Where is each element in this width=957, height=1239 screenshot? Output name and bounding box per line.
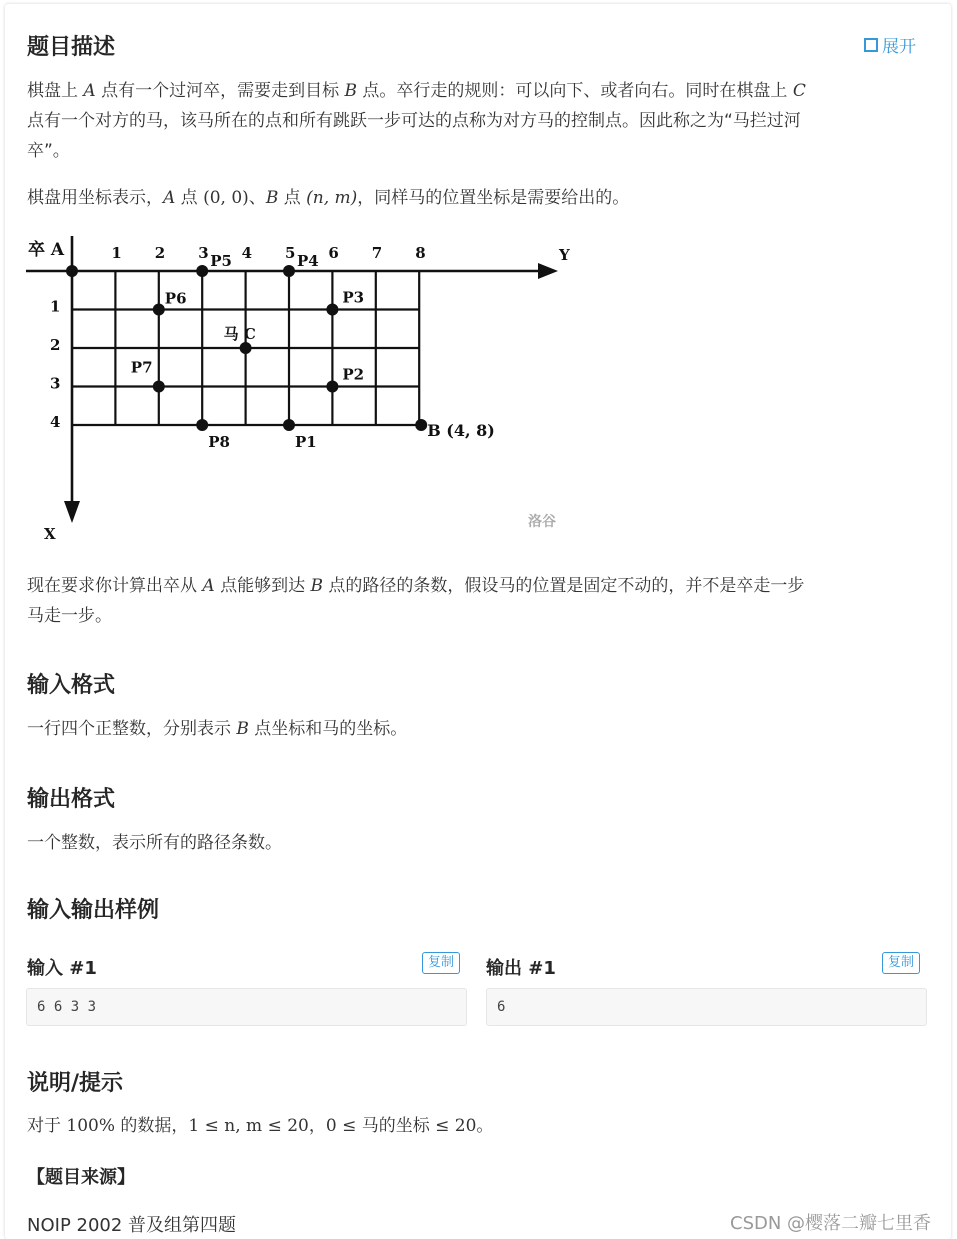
control-point-label: P5: [210, 252, 232, 270]
target-b-dot: [415, 419, 427, 431]
control-point-label: P4: [297, 252, 319, 270]
control-point-label: P8: [208, 433, 230, 451]
section-title-description: 题目描述: [27, 35, 116, 60]
expand-button[interactable]: [864, 32, 916, 57]
control-point-dot: [153, 381, 165, 393]
row-label: 4: [50, 413, 61, 431]
col-label: 5: [285, 244, 296, 262]
corner-label-a: 卒 A: [28, 240, 65, 260]
section-title-output-format: 输出格式: [27, 787, 116, 812]
col-label: 3: [198, 244, 209, 262]
row-label: 3: [50, 374, 61, 393]
control-point-label: P2: [342, 365, 365, 384]
y-axis-arrow: [538, 263, 558, 279]
sample-output-box[interactable]: 6: [486, 988, 927, 1026]
x-axis-label: X: [44, 525, 56, 543]
source-text: NOIP 2002 普及组第四题: [27, 1215, 237, 1236]
col-label: 4: [241, 244, 253, 262]
copy-input-button[interactable]: 复制: [422, 952, 460, 974]
control-point-label: P1: [295, 433, 317, 451]
sample-input-label: 输入 #1: [27, 958, 97, 979]
x-axis-arrow: [64, 501, 80, 523]
control-point-dot: [326, 381, 338, 393]
col-label: 8: [415, 244, 426, 262]
control-point-dot: [326, 304, 338, 316]
col-label: 2: [154, 244, 166, 262]
control-point-dot: [153, 304, 165, 316]
expand-icon: [864, 38, 878, 52]
expand-label: 展开: [882, 37, 916, 57]
description-paragraph-2: 棋盘用坐标表示，A 点 (0, 0)、B 点 (n, m)，同样马的位置坐标是需要给出的。: [27, 188, 630, 208]
control-point-label: P6: [164, 289, 187, 308]
control-point-label: P7: [130, 358, 153, 377]
control-point-label: P3: [342, 288, 365, 307]
description-paragraph-1: 棋盘上 A 点有一个过河卒，需要走到目标 B 点。卒行走的规则：可以向下、或者向右。同时在棋盘上 C 点有一个对方的马，该马所在的点和所有跳跃一步可达的点称为对方马的控制点。因此称之为“马拦过河 卒”。: [27, 81, 806, 161]
control-point-dot: [283, 265, 295, 277]
horse-label: 马 C: [223, 325, 256, 343]
copy-output-button[interactable]: 复制: [882, 952, 920, 974]
source-title: 【题目来源】: [27, 1167, 135, 1188]
sample-input-box[interactable]: 6 6 3 3: [26, 988, 467, 1026]
section-title-hint: 说明/提示: [27, 1071, 124, 1096]
col-label: 6: [328, 244, 339, 262]
control-point-dot: [196, 265, 208, 277]
row-label: 1: [50, 297, 61, 316]
output-format-text: 一个整数，表示所有的路径条数。: [27, 833, 282, 853]
control-point-dot: [283, 419, 295, 431]
luogu-watermark: 洛谷: [528, 514, 556, 530]
section-title-samples: 输入输出样例: [27, 898, 160, 923]
hint-text: 对于 100% 的数据，1 ≤ n, m ≤ 20，0 ≤ 马的坐标 ≤ 20。: [27, 1116, 494, 1136]
col-label: 1: [111, 244, 122, 262]
sample-output-label: 输出 #1: [486, 958, 556, 979]
control-point-dot: [196, 419, 208, 431]
csdn-watermark: CSDN @樱落二瓣七里香: [730, 1213, 932, 1234]
description-paragraph-3: 现在要求你计算出卒从 A 点能够到达 B 点的路径的条数，假设马的位置是固定不动的，并不是卒走一步 马走一步。: [27, 576, 805, 626]
horse-dot: [240, 342, 252, 354]
col-label: 7: [371, 244, 383, 262]
input-format-text: 一行四个正整数，分别表示 B 点坐标和马的坐标。: [27, 719, 408, 739]
target-b-label: B (4, 8): [427, 421, 495, 440]
section-title-input-format: 输入格式: [27, 673, 116, 698]
row-label: 2: [50, 336, 61, 354]
y-axis-label: Y: [559, 246, 570, 264]
chessboard-figure: [22, 228, 582, 548]
point-a-dot: [66, 265, 78, 277]
